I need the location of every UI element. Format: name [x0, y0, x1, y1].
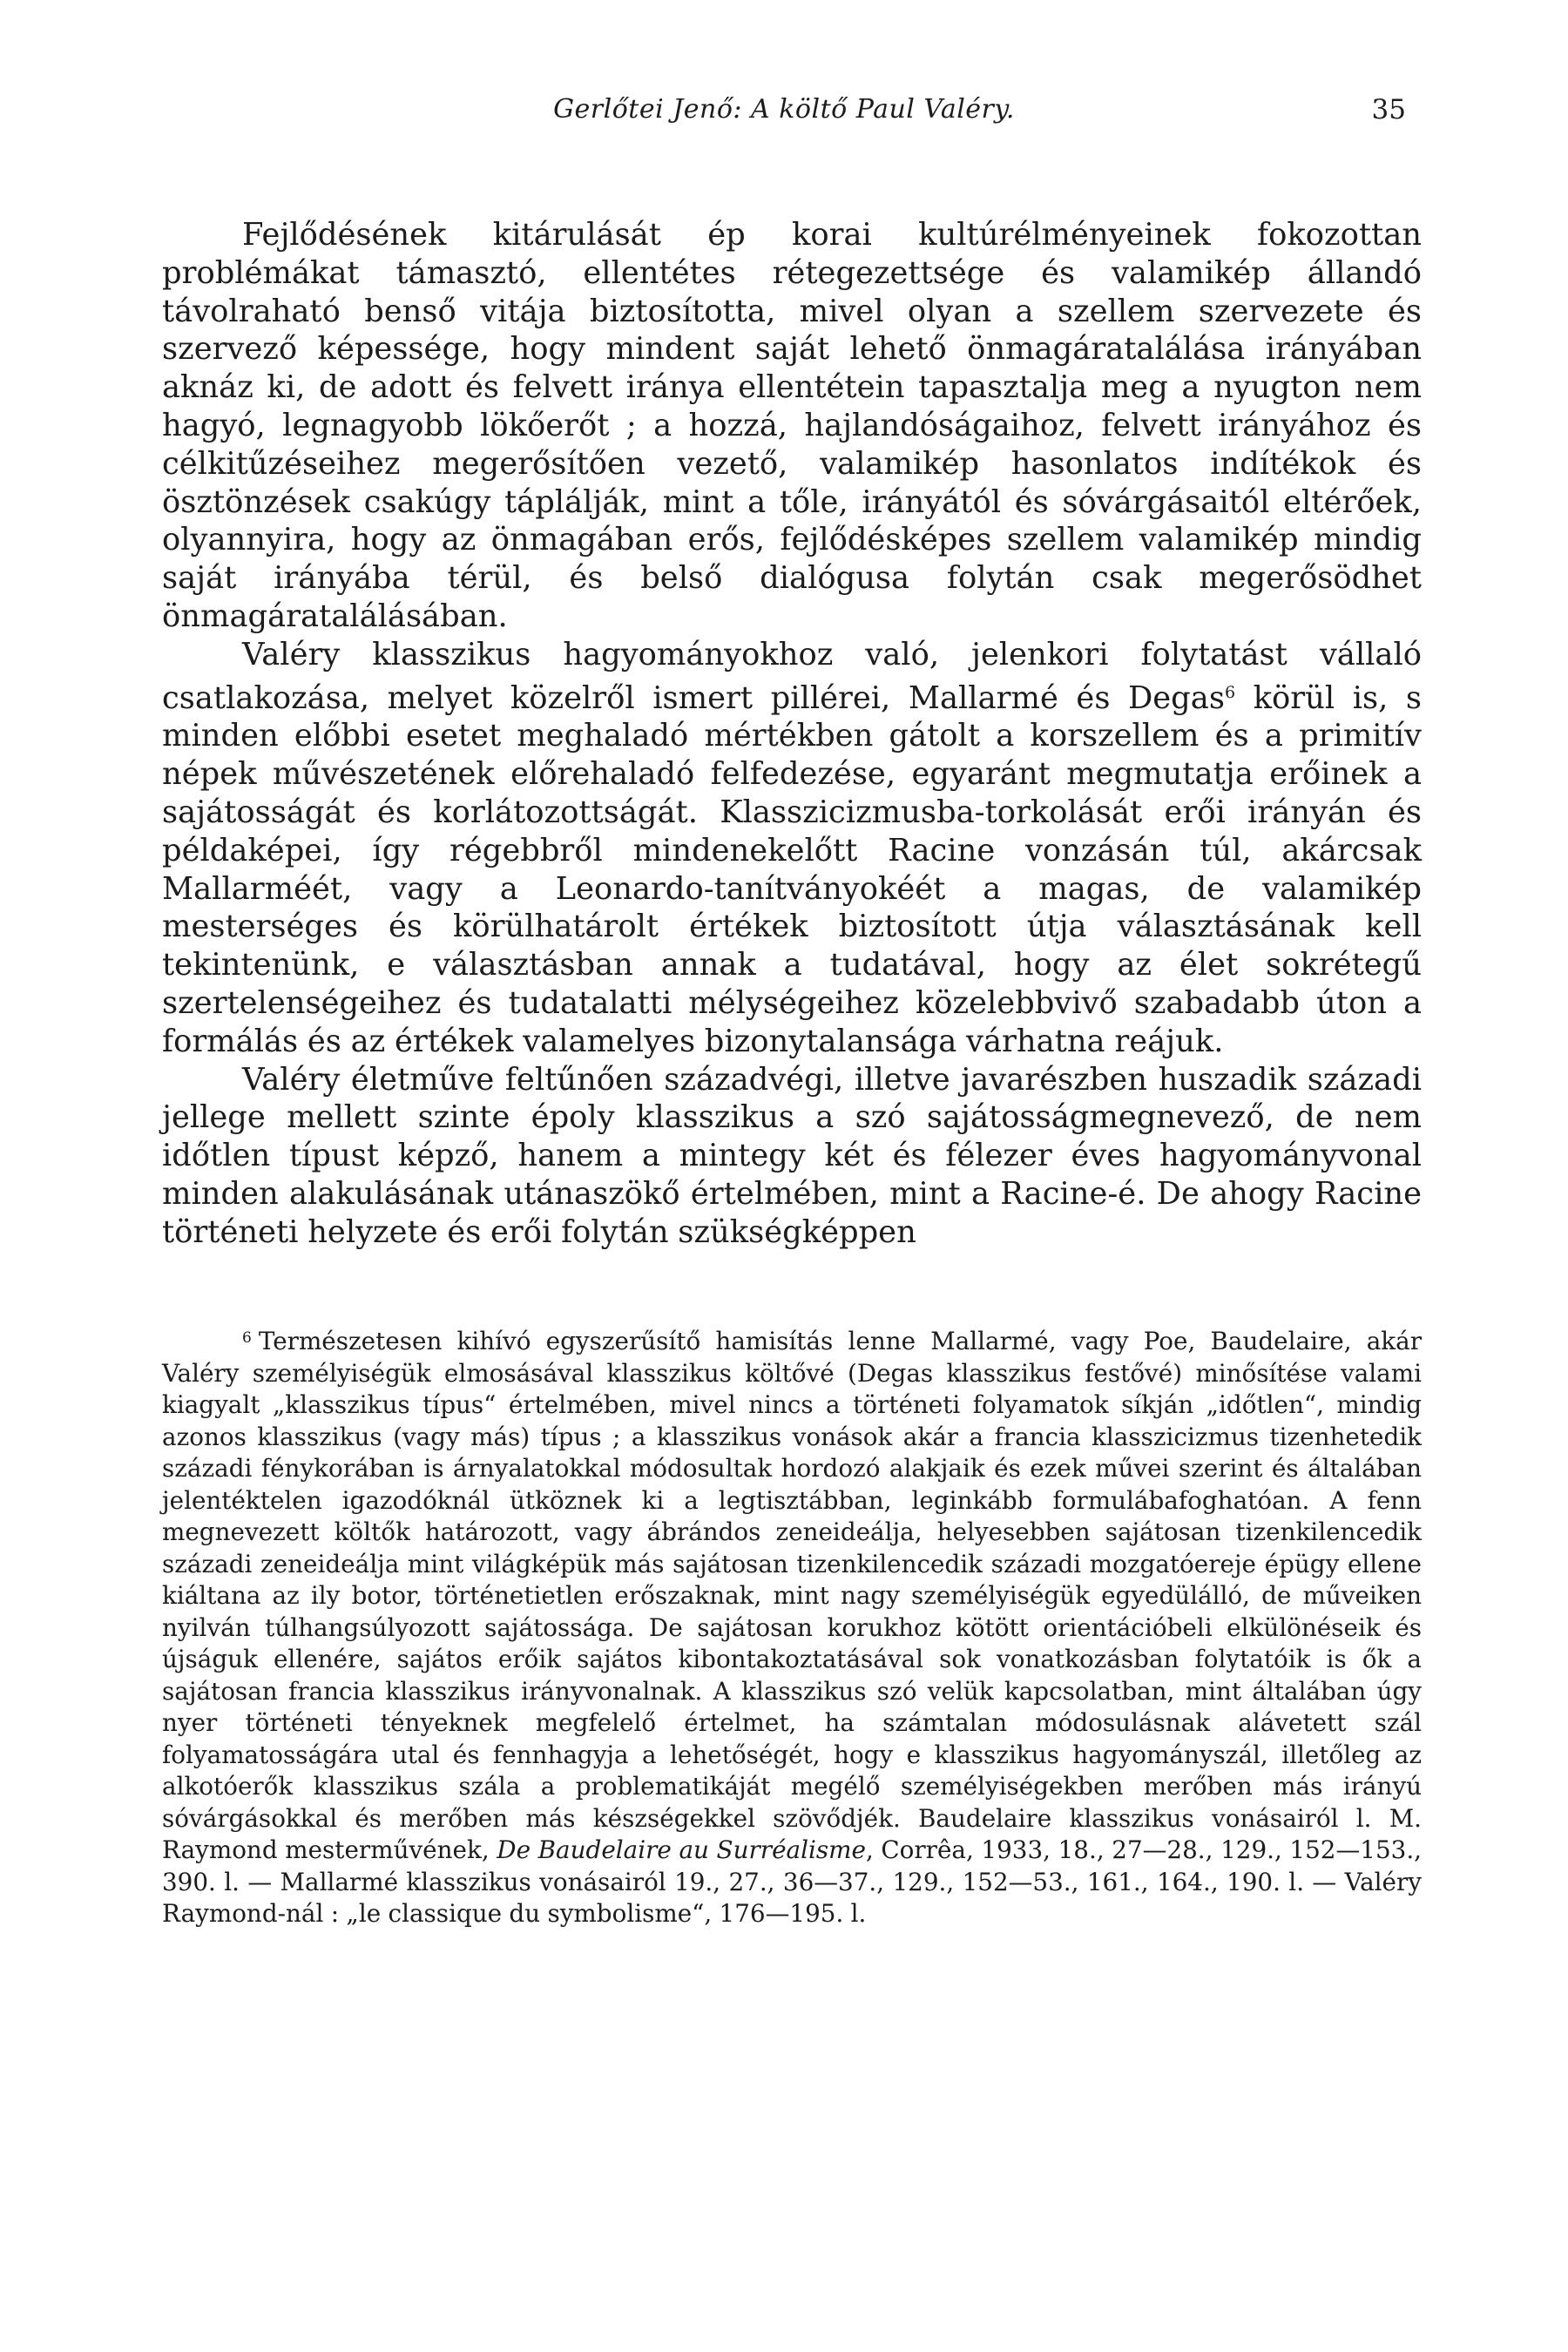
footnote [162, 1322, 1422, 1930]
footnote-text [162, 1322, 1422, 1930]
paragraph-2 [162, 636, 1422, 1061]
main-text [162, 216, 1422, 1252]
running-title: Gerlőtei Jenő: A költő Paul Valéry. [553, 94, 1015, 125]
cited-work-title: De Baudelaire au Surréalisme [497, 1835, 866, 1864]
paragraph-1: Fejlődésének kitárulását ép korai kultúrélményeinek fokozottan problémákat támasztó, ellentétes rétegezettsége és valamikép állandó távolraható benső vitája biztosította, mivel olyan a szellem szervezete és szervező képessége, hogy mindent saját lehető önmagáratalálása irányában aknáz ki, de adott és felvett iránya ellentétein tapasztalja meg a nyugton nem hagyó, legnagyobb lökőerőt ; a hozzá, hajlandóságaihoz, felvett irányához és célkitűzéseihez megerősítően vezető, valamikép hasonlatos indítékok és ösztönzések csakúgy táplálják, mint a tőle, irányától és sóvárgásaitól eltérőek, olyannyira, hogy az önmagában erős, fejlődésképes szellem valamikép mindig saját irányába térül, és belső dialógusa folytán csak megerősödhet önmagáratalálásában. [162, 217, 1422, 634]
paragraph-3: Valéry életműve feltűnően századvégi, illetve javarészben huszadik századi jellege mellett szinte époly klasszikus a szó sajátosságmegnevező, de nem időtlen típust képző, hanem a mintegy két és félezer éves hagyományvonal minden alakulásának utánaszökő értelmében, mint a Racine-é. De ahogy Racine történeti helyzete és erői folytán szükségképpen [162, 1061, 1422, 1250]
paragraph-2-text-b: körül is, s minden előbbi esetet meghaladó mértékben gátolt a korszellem és a primitív népek művészetének előrehaladó felfedezése, egyaránt megmutatja erőinek a sajátosságát és korlátozottságát. Klasszicizmusba-torkolását erői irányán és példaképei, így régebbről mindenekelőtt Racine vonzásán túl, akárcsak Mallarméét, vagy a Leonardo-tanítványokéét a magas, de valamikép mesterséges és körülhatárolt értékek biztosított útja választásának kell tekintenünk, e választásban annak a tudatával, hogy az élet sokrétegű szertelenségeihez és tudatalatti mélységeihez közelebbvivő szabadabb úton a formálás és az értékek valamelyes bizonytalansága várhatna reájuk. [162, 679, 1423, 1059]
page-number: 35 [1371, 94, 1406, 125]
footnote-reference[interactable]: 6 [1224, 682, 1236, 702]
footnote-text-a: Természetesen kihívó egyszerűsítő hamisítás lenne Mallarmé, vagy Poe, Baudelaire, akár Valéry személyiségük elmosásával klasszikus költővé (Degas klasszikus festővé) minősítése valami kiagyalt „klasszikus típus“ értelmében, mivel nincs a történeti folyamatok síkján „időtlen“, mindig azonos klasszikus (vagy más) típus ; a klasszikus vonások akár a francia klasszicizmus tizenhetedik századi fénykorában is árnyalatokkal módosultak hordozó alakjaik és ezek művei szerint és általában jelentéktelen igazodóknál ütköznek ki a legtisztábban, leginkább formulábafoghatóan. A fenn megnevezett költők határozott, vagy ábrándos zeneideálja, helyesebben sajátosan tizenkilencedik századi zeneideálja mint világképük más sajátosan tizenkilencedik századi mozgatóereje épügy ellene kiáltana az ily botor, történetietlen erőszaknak, mint nagy személyiségük egyedülálló, de műveiken nyilván túlhangsúlyozott sajátossága. De sajátosan korukhoz kötött orientációbeli elkülönéseik és újságuk ellenére, sajátos erőik sajátos kibontakoztatásával sok vonatkozásban folytatóik is ők a sajátosan francia klasszikus irányvonalnak. A klasszikus szó velük kapcsolatban, mint általában úgy nyer történeti tényeknek megfelelő értelmet, ha számtalan módosulásnak alávetett szál folyamatosságára utal és fennhagyja a lehetőségét, hogy e klasszikus hagyományszál, illetőleg az alkotóerők klasszikus szála a problematikáját megélő személyiségekben merőben más irányú sóvárgásokkal és merőben más készségekkel szövődjék. Baudelaire klasszikus vonásairól l. M. Raymond mesterművének, [162, 1327, 1422, 1864]
paragraph-2-text-a: Valéry klasszikus hagyományokhoz való, jelenkori folytatást vállaló csatlakozása, melyet közelről ismert pillérei, Mallarmé és Degas [162, 636, 1422, 716]
footnote-marker: 6 [242, 1329, 252, 1347]
footnote-text-b: , Corrêa, 1933, 18., 27—28., 129., 152—153., 390. l. — Mallarmé klasszikus vonásairól 19., 27., 36—37., 129., 152—53., 161., 164., 190. l. — Valéry Raymond-nál : „le classique du symbolisme“, 176—195. l. [162, 1835, 1422, 1928]
running-header [162, 94, 1406, 129]
